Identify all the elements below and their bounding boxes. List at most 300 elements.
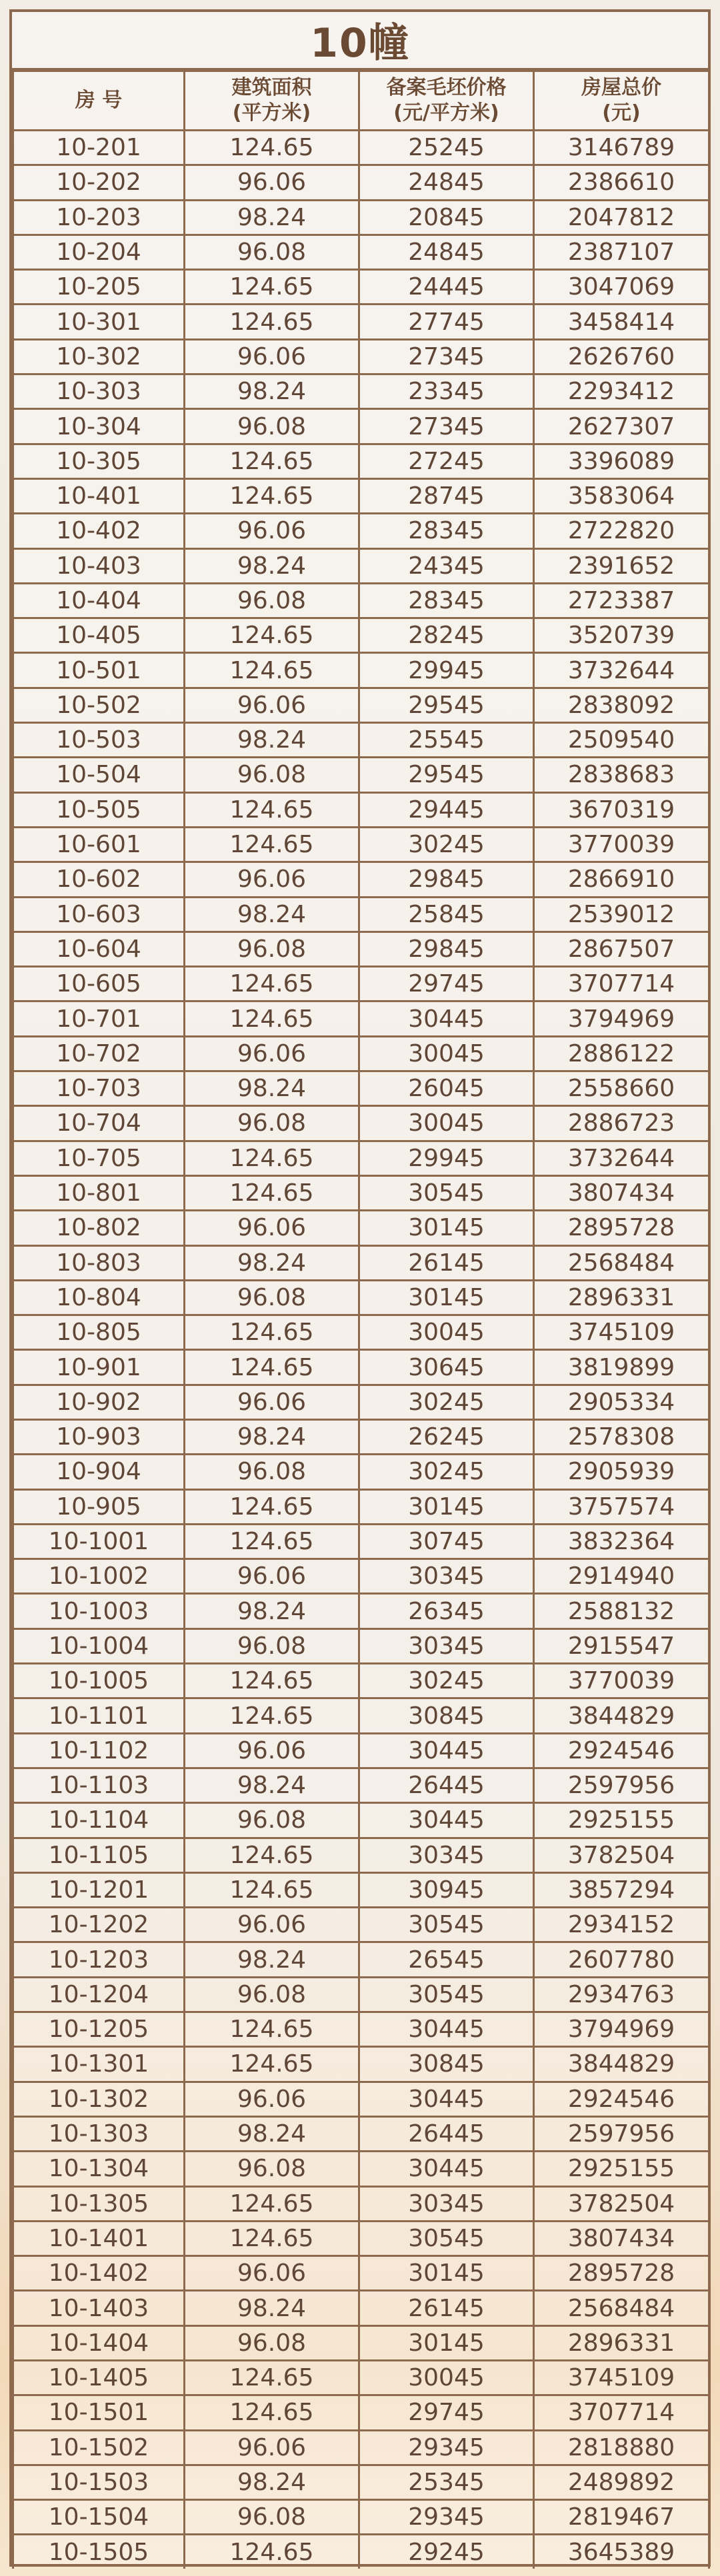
unit-price-cell: 25345 <box>359 2465 534 2499</box>
room-number-cell: 10-1101 <box>13 1698 185 1733</box>
table-row <box>13 1175 709 1210</box>
total-price-cell: 2627307 <box>534 409 709 444</box>
room-number-cell: 10-1102 <box>13 1733 185 1768</box>
total-price-cell: 2886122 <box>534 1036 709 1071</box>
room-number-cell: 10-805 <box>13 1315 185 1350</box>
unit-price-cell: 30045 <box>359 1106 534 1141</box>
room-number-cell: 10-1504 <box>13 2500 185 2535</box>
unit-price-cell: 30545 <box>359 2221 534 2255</box>
total-price-cell: 2568484 <box>534 1245 709 1280</box>
total-price-cell: 2925155 <box>534 1803 709 1838</box>
table-row <box>13 688 709 722</box>
total-price-cell: 3745109 <box>534 2361 709 2395</box>
room-number-cell: 10-904 <box>13 1455 185 1489</box>
unit-price-cell: 27245 <box>359 444 534 478</box>
unit-price-cell: 26245 <box>359 1419 534 1454</box>
table-row <box>13 1664 709 1698</box>
table-row <box>13 827 709 862</box>
area-cell: 98.24 <box>185 1071 359 1106</box>
total-price-cell: 2578308 <box>534 1419 709 1454</box>
unit-price-cell: 29745 <box>359 2395 534 2430</box>
unit-price-cell: 27745 <box>359 305 534 339</box>
table-row <box>13 2361 709 2395</box>
unit-price-cell: 30445 <box>359 1001 534 1036</box>
room-number-cell: 10-902 <box>13 1385 185 1419</box>
area-cell: 98.24 <box>185 374 359 409</box>
area-cell: 98.24 <box>185 1942 359 1977</box>
area-cell: 124.65 <box>185 2535 359 2569</box>
total-price-cell: 2568484 <box>534 2291 709 2325</box>
room-number-cell: 10-1305 <box>13 2186 185 2221</box>
room-number-cell: 10-602 <box>13 862 185 897</box>
unit-price-cell: 25245 <box>359 131 534 165</box>
table-row <box>13 1385 709 1419</box>
room-number-cell: 10-702 <box>13 1036 185 1071</box>
unit-price-cell: 28745 <box>359 478 534 513</box>
area-cell: 96.08 <box>185 583 359 618</box>
room-number-cell: 10-1104 <box>13 1803 185 1838</box>
room-number-cell: 10-1401 <box>13 2221 185 2255</box>
area-cell: 96.06 <box>185 514 359 548</box>
room-number-cell: 10-303 <box>13 374 185 409</box>
room-number-cell: 10-1403 <box>13 2291 185 2325</box>
unit-price-cell: 30045 <box>359 1315 534 1350</box>
table-row <box>13 618 709 653</box>
room-number-cell: 10-801 <box>13 1175 185 1210</box>
area-cell: 98.24 <box>185 1245 359 1280</box>
table-row <box>13 1001 709 1036</box>
area-cell: 124.65 <box>185 1315 359 1350</box>
area-cell: 96.06 <box>185 1385 359 1419</box>
table-row <box>13 2430 709 2465</box>
header-area-unit: (平方米) <box>232 101 311 125</box>
area-cell: 96.06 <box>185 2082 359 2116</box>
room-number-cell: 10-705 <box>13 1141 185 1175</box>
page-title: 10幢 <box>12 12 708 70</box>
area-cell: 124.65 <box>185 2395 359 2430</box>
room-number-cell: 10-1202 <box>13 1908 185 1942</box>
table-row <box>13 339 709 374</box>
total-price-cell: 2915547 <box>534 1628 709 1663</box>
area-cell: 96.08 <box>185 2152 359 2186</box>
table-row <box>13 862 709 897</box>
room-number-cell: 10-604 <box>13 932 185 966</box>
unit-price-cell: 24445 <box>359 270 534 305</box>
total-price-cell: 3146789 <box>534 131 709 165</box>
price-table <box>12 70 710 2569</box>
table-row <box>13 374 709 409</box>
room-number-cell: 10-1003 <box>13 1594 185 1628</box>
total-price-cell: 3794969 <box>534 2012 709 2047</box>
total-price-cell: 3520739 <box>534 618 709 653</box>
total-price-cell: 2558660 <box>534 1071 709 1106</box>
room-number-cell: 10-201 <box>13 131 185 165</box>
unit-price-cell: 30345 <box>359 1559 534 1594</box>
room-number-cell: 10-1105 <box>13 1838 185 1872</box>
table-row <box>13 409 709 444</box>
area-cell: 124.65 <box>185 270 359 305</box>
area-cell: 98.24 <box>185 897 359 932</box>
table-row <box>13 2256 709 2291</box>
room-number-cell: 10-901 <box>13 1350 185 1385</box>
area-cell: 96.06 <box>185 1211 359 1245</box>
room-number-cell: 10-301 <box>13 305 185 339</box>
unit-price-cell: 30845 <box>359 1698 534 1733</box>
total-price-cell: 2896331 <box>534 1280 709 1315</box>
room-number-cell: 10-703 <box>13 1071 185 1106</box>
room-number-cell: 10-501 <box>13 653 185 688</box>
unit-price-cell: 30945 <box>359 1872 534 1907</box>
unit-price-cell: 30845 <box>359 2047 534 2082</box>
room-number-cell: 10-203 <box>13 200 185 235</box>
table-row <box>13 967 709 1001</box>
room-number-cell: 10-1301 <box>13 2047 185 2082</box>
area-cell: 96.06 <box>185 165 359 200</box>
unit-price-cell: 30045 <box>359 1036 534 1071</box>
total-price-cell: 2386610 <box>534 165 709 200</box>
room-number-cell: 10-304 <box>13 409 185 444</box>
area-cell: 96.06 <box>185 1733 359 1768</box>
table-row <box>13 1141 709 1175</box>
area-cell: 124.65 <box>185 1872 359 1907</box>
total-price-cell: 2819467 <box>534 2500 709 2535</box>
room-number-cell: 10-603 <box>13 897 185 932</box>
table-row <box>13 1280 709 1315</box>
unit-price-cell: 29745 <box>359 967 534 1001</box>
unit-price-cell: 24845 <box>359 165 534 200</box>
room-number-cell: 10-405 <box>13 618 185 653</box>
unit-price-cell: 24345 <box>359 548 534 583</box>
total-price-cell: 3832364 <box>534 1524 709 1559</box>
total-price-cell: 3670319 <box>534 792 709 827</box>
area-cell: 96.08 <box>185 1280 359 1315</box>
room-number-cell: 10-1502 <box>13 2430 185 2465</box>
unit-price-cell: 30445 <box>359 2082 534 2116</box>
room-number-cell: 10-803 <box>13 1245 185 1280</box>
total-price-cell: 2722820 <box>534 514 709 548</box>
area-cell: 96.08 <box>185 2325 359 2360</box>
table-row <box>13 1977 709 2012</box>
table-row <box>13 1628 709 1663</box>
area-cell: 124.65 <box>185 653 359 688</box>
table-row <box>13 165 709 200</box>
room-number-cell: 10-1001 <box>13 1524 185 1559</box>
table-row <box>13 2012 709 2047</box>
table-row <box>13 2291 709 2325</box>
unit-price-cell: 30145 <box>359 2256 534 2291</box>
total-price-cell: 3732644 <box>534 653 709 688</box>
table-header-row <box>13 71 709 131</box>
table-row <box>13 1733 709 1768</box>
unit-price-cell: 30145 <box>359 2325 534 2360</box>
area-cell: 98.24 <box>185 200 359 235</box>
unit-price-cell: 30445 <box>359 2152 534 2186</box>
table-row <box>13 548 709 583</box>
room-number-cell: 10-403 <box>13 548 185 583</box>
unit-price-cell: 29545 <box>359 758 534 792</box>
room-number-cell: 10-1302 <box>13 2082 185 2116</box>
unit-price-cell: 30445 <box>359 2012 534 2047</box>
area-cell: 124.65 <box>185 967 359 1001</box>
area-cell: 124.65 <box>185 1698 359 1733</box>
unit-price-cell: 30545 <box>359 1908 534 1942</box>
table-row <box>13 1698 709 1733</box>
header-unit-price-label: 备案毛坯价格 <box>386 76 507 99</box>
room-number-cell: 10-1303 <box>13 2116 185 2151</box>
table-row <box>13 1211 709 1245</box>
total-price-cell: 3807434 <box>534 1175 709 1210</box>
unit-price-cell: 30745 <box>359 1524 534 1559</box>
table-row <box>13 1559 709 1594</box>
area-cell: 124.65 <box>185 1175 359 1210</box>
room-number-cell: 10-704 <box>13 1106 185 1141</box>
table-row <box>13 1942 709 1977</box>
total-price-cell: 3583064 <box>534 478 709 513</box>
room-number-cell: 10-1002 <box>13 1559 185 1594</box>
area-cell: 124.65 <box>185 2012 359 2047</box>
table-row <box>13 897 709 932</box>
area-cell: 96.06 <box>185 688 359 722</box>
area-cell: 98.24 <box>185 2465 359 2499</box>
table-row <box>13 2325 709 2360</box>
total-price-cell: 3770039 <box>534 1664 709 1698</box>
total-price-cell: 3844829 <box>534 1698 709 1733</box>
table-row <box>13 2047 709 2082</box>
header-area-label: 建筑面积 <box>231 76 312 99</box>
table-row <box>13 1350 709 1385</box>
unit-price-cell: 30245 <box>359 827 534 862</box>
room-number-cell: 10-402 <box>13 514 185 548</box>
total-price-cell: 2886723 <box>534 1106 709 1141</box>
area-cell: 96.06 <box>185 1908 359 1942</box>
total-price-cell: 3857294 <box>534 1872 709 1907</box>
room-number-cell: 10-1503 <box>13 2465 185 2499</box>
unit-price-cell: 26445 <box>359 2116 534 2151</box>
area-cell: 124.65 <box>185 1001 359 1036</box>
room-number-cell: 10-302 <box>13 339 185 374</box>
area-cell: 96.06 <box>185 339 359 374</box>
header-unit-price <box>359 71 534 131</box>
area-cell: 124.65 <box>185 1524 359 1559</box>
area-cell: 124.65 <box>185 131 359 165</box>
table-row <box>13 758 709 792</box>
unit-price-cell: 29445 <box>359 792 534 827</box>
total-price-cell: 3807434 <box>534 2221 709 2255</box>
table-row <box>13 2116 709 2151</box>
room-number-cell: 10-1505 <box>13 2535 185 2569</box>
area-cell: 96.08 <box>185 758 359 792</box>
area-cell: 124.65 <box>185 1489 359 1524</box>
unit-price-cell: 30345 <box>359 2186 534 2221</box>
area-cell: 98.24 <box>185 548 359 583</box>
total-price-cell: 3047069 <box>534 270 709 305</box>
area-cell: 98.24 <box>185 723 359 758</box>
area-cell: 124.65 <box>185 2361 359 2395</box>
area-cell: 96.08 <box>185 1977 359 2012</box>
area-cell: 96.08 <box>185 932 359 966</box>
unit-price-cell: 20845 <box>359 200 534 235</box>
unit-price-cell: 30245 <box>359 1664 534 1698</box>
unit-price-cell: 29345 <box>359 2430 534 2465</box>
total-price-cell: 2597956 <box>534 1768 709 1802</box>
area-cell: 98.24 <box>185 1594 359 1628</box>
total-price-cell: 3757574 <box>534 1489 709 1524</box>
total-price-cell: 2905334 <box>534 1385 709 1419</box>
room-number-cell: 10-1004 <box>13 1628 185 1663</box>
table-row <box>13 1524 709 1559</box>
total-price-cell: 2914940 <box>534 1559 709 1594</box>
area-cell: 124.65 <box>185 478 359 513</box>
header-total-price <box>534 71 709 131</box>
total-price-cell: 2626760 <box>534 339 709 374</box>
unit-price-cell: 25845 <box>359 897 534 932</box>
table-row <box>13 2082 709 2116</box>
room-number-cell: 10-1404 <box>13 2325 185 2360</box>
total-price-cell: 2924546 <box>534 1733 709 1768</box>
total-price-cell: 2896331 <box>534 2325 709 2360</box>
area-cell: 98.24 <box>185 1768 359 1802</box>
table-row <box>13 2395 709 2430</box>
total-price-cell: 3844829 <box>534 2047 709 2082</box>
total-price-cell: 3782504 <box>534 1838 709 1872</box>
unit-price-cell: 30445 <box>359 1803 534 1838</box>
unit-price-cell: 30145 <box>359 1280 534 1315</box>
area-cell: 124.65 <box>185 618 359 653</box>
room-number-cell: 10-404 <box>13 583 185 618</box>
room-number-cell: 10-1204 <box>13 1977 185 2012</box>
room-number-cell: 10-202 <box>13 165 185 200</box>
table-body <box>13 131 709 2569</box>
room-number-cell: 10-701 <box>13 1001 185 1036</box>
total-price-cell: 2934152 <box>534 1908 709 1942</box>
room-number-cell: 10-903 <box>13 1419 185 1454</box>
table-header <box>13 71 709 131</box>
table-row <box>13 1803 709 1838</box>
total-price-cell: 3707714 <box>534 2395 709 2430</box>
room-number-cell: 10-1203 <box>13 1942 185 1977</box>
area-cell: 124.65 <box>185 1141 359 1175</box>
total-price-cell: 2597956 <box>534 2116 709 2151</box>
table-row <box>13 270 709 305</box>
total-price-cell: 2924546 <box>534 2082 709 2116</box>
unit-price-cell: 29545 <box>359 688 534 722</box>
table-row <box>13 2186 709 2221</box>
total-price-cell: 2391652 <box>534 548 709 583</box>
unit-price-cell: 26445 <box>359 1768 534 1802</box>
total-price-cell: 3794969 <box>534 1001 709 1036</box>
area-cell: 124.65 <box>185 444 359 478</box>
total-price-cell: 2607780 <box>534 1942 709 1977</box>
area-cell: 96.08 <box>185 1455 359 1489</box>
area-cell: 96.08 <box>185 235 359 269</box>
area-cell: 124.65 <box>185 1838 359 1872</box>
area-cell: 96.08 <box>185 1803 359 1838</box>
table-row <box>13 2221 709 2255</box>
header-total-price-unit: (元) <box>602 101 641 125</box>
table-row <box>13 1594 709 1628</box>
room-number-cell: 10-205 <box>13 270 185 305</box>
header-room-number-label: 房 号 <box>75 89 123 112</box>
total-price-cell: 3745109 <box>534 1315 709 1350</box>
room-number-cell: 10-204 <box>13 235 185 269</box>
room-number-cell: 10-905 <box>13 1489 185 1524</box>
room-number-cell: 10-1304 <box>13 2152 185 2186</box>
unit-price-cell: 26145 <box>359 2291 534 2325</box>
table-row <box>13 200 709 235</box>
table-row <box>13 305 709 339</box>
area-cell: 96.08 <box>185 409 359 444</box>
unit-price-cell: 30145 <box>359 1211 534 1245</box>
table-row <box>13 1768 709 1802</box>
total-price-cell: 2047812 <box>534 200 709 235</box>
area-cell: 96.06 <box>185 862 359 897</box>
table-row <box>13 723 709 758</box>
table-row <box>13 1908 709 1942</box>
table-row <box>13 1838 709 1872</box>
unit-price-cell: 30445 <box>359 1733 534 1768</box>
unit-price-cell: 30345 <box>359 1838 534 1872</box>
area-cell: 124.65 <box>185 1664 359 1698</box>
unit-price-cell: 27345 <box>359 339 534 374</box>
unit-price-cell: 29845 <box>359 862 534 897</box>
area-cell: 124.65 <box>185 305 359 339</box>
table-row <box>13 131 709 165</box>
table-row <box>13 1071 709 1106</box>
room-number-cell: 10-505 <box>13 792 185 827</box>
total-price-cell: 2934763 <box>534 1977 709 2012</box>
table-row <box>13 932 709 966</box>
total-price-cell: 3396089 <box>534 444 709 478</box>
area-cell: 124.65 <box>185 2186 359 2221</box>
total-price-cell: 2895728 <box>534 2256 709 2291</box>
room-number-cell: 10-503 <box>13 723 185 758</box>
table-row <box>13 1245 709 1280</box>
area-cell: 96.08 <box>185 1628 359 1663</box>
header-total-price-label: 房屋总价 <box>581 76 661 99</box>
area-cell: 124.65 <box>185 2221 359 2255</box>
total-price-cell: 2387107 <box>534 235 709 269</box>
room-number-cell: 10-1103 <box>13 1768 185 1802</box>
table-row <box>13 514 709 548</box>
area-cell: 96.06 <box>185 1036 359 1071</box>
unit-price-cell: 28245 <box>359 618 534 653</box>
room-number-cell: 10-1405 <box>13 2361 185 2395</box>
room-number-cell: 10-1402 <box>13 2256 185 2291</box>
room-number-cell: 10-601 <box>13 827 185 862</box>
total-price-cell: 2866910 <box>534 862 709 897</box>
area-cell: 98.24 <box>185 2116 359 2151</box>
table-row <box>13 1419 709 1454</box>
table-row <box>13 1455 709 1489</box>
unit-price-cell: 26345 <box>359 1594 534 1628</box>
area-cell: 96.06 <box>185 2430 359 2465</box>
total-price-cell: 2723387 <box>534 583 709 618</box>
table-row <box>13 792 709 827</box>
room-number-cell: 10-1205 <box>13 2012 185 2047</box>
area-cell: 96.06 <box>185 2256 359 2291</box>
unit-price-cell: 30245 <box>359 1455 534 1489</box>
unit-price-cell: 29245 <box>359 2535 534 2569</box>
unit-price-cell: 28345 <box>359 514 534 548</box>
total-price-cell: 2867507 <box>534 932 709 966</box>
table-row <box>13 2152 709 2186</box>
total-price-cell: 2838092 <box>534 688 709 722</box>
table-row <box>13 1872 709 1907</box>
unit-price-cell: 29345 <box>359 2500 534 2535</box>
table-row <box>13 2535 709 2569</box>
area-cell: 96.06 <box>185 1559 359 1594</box>
total-price-cell: 2489892 <box>534 2465 709 2499</box>
